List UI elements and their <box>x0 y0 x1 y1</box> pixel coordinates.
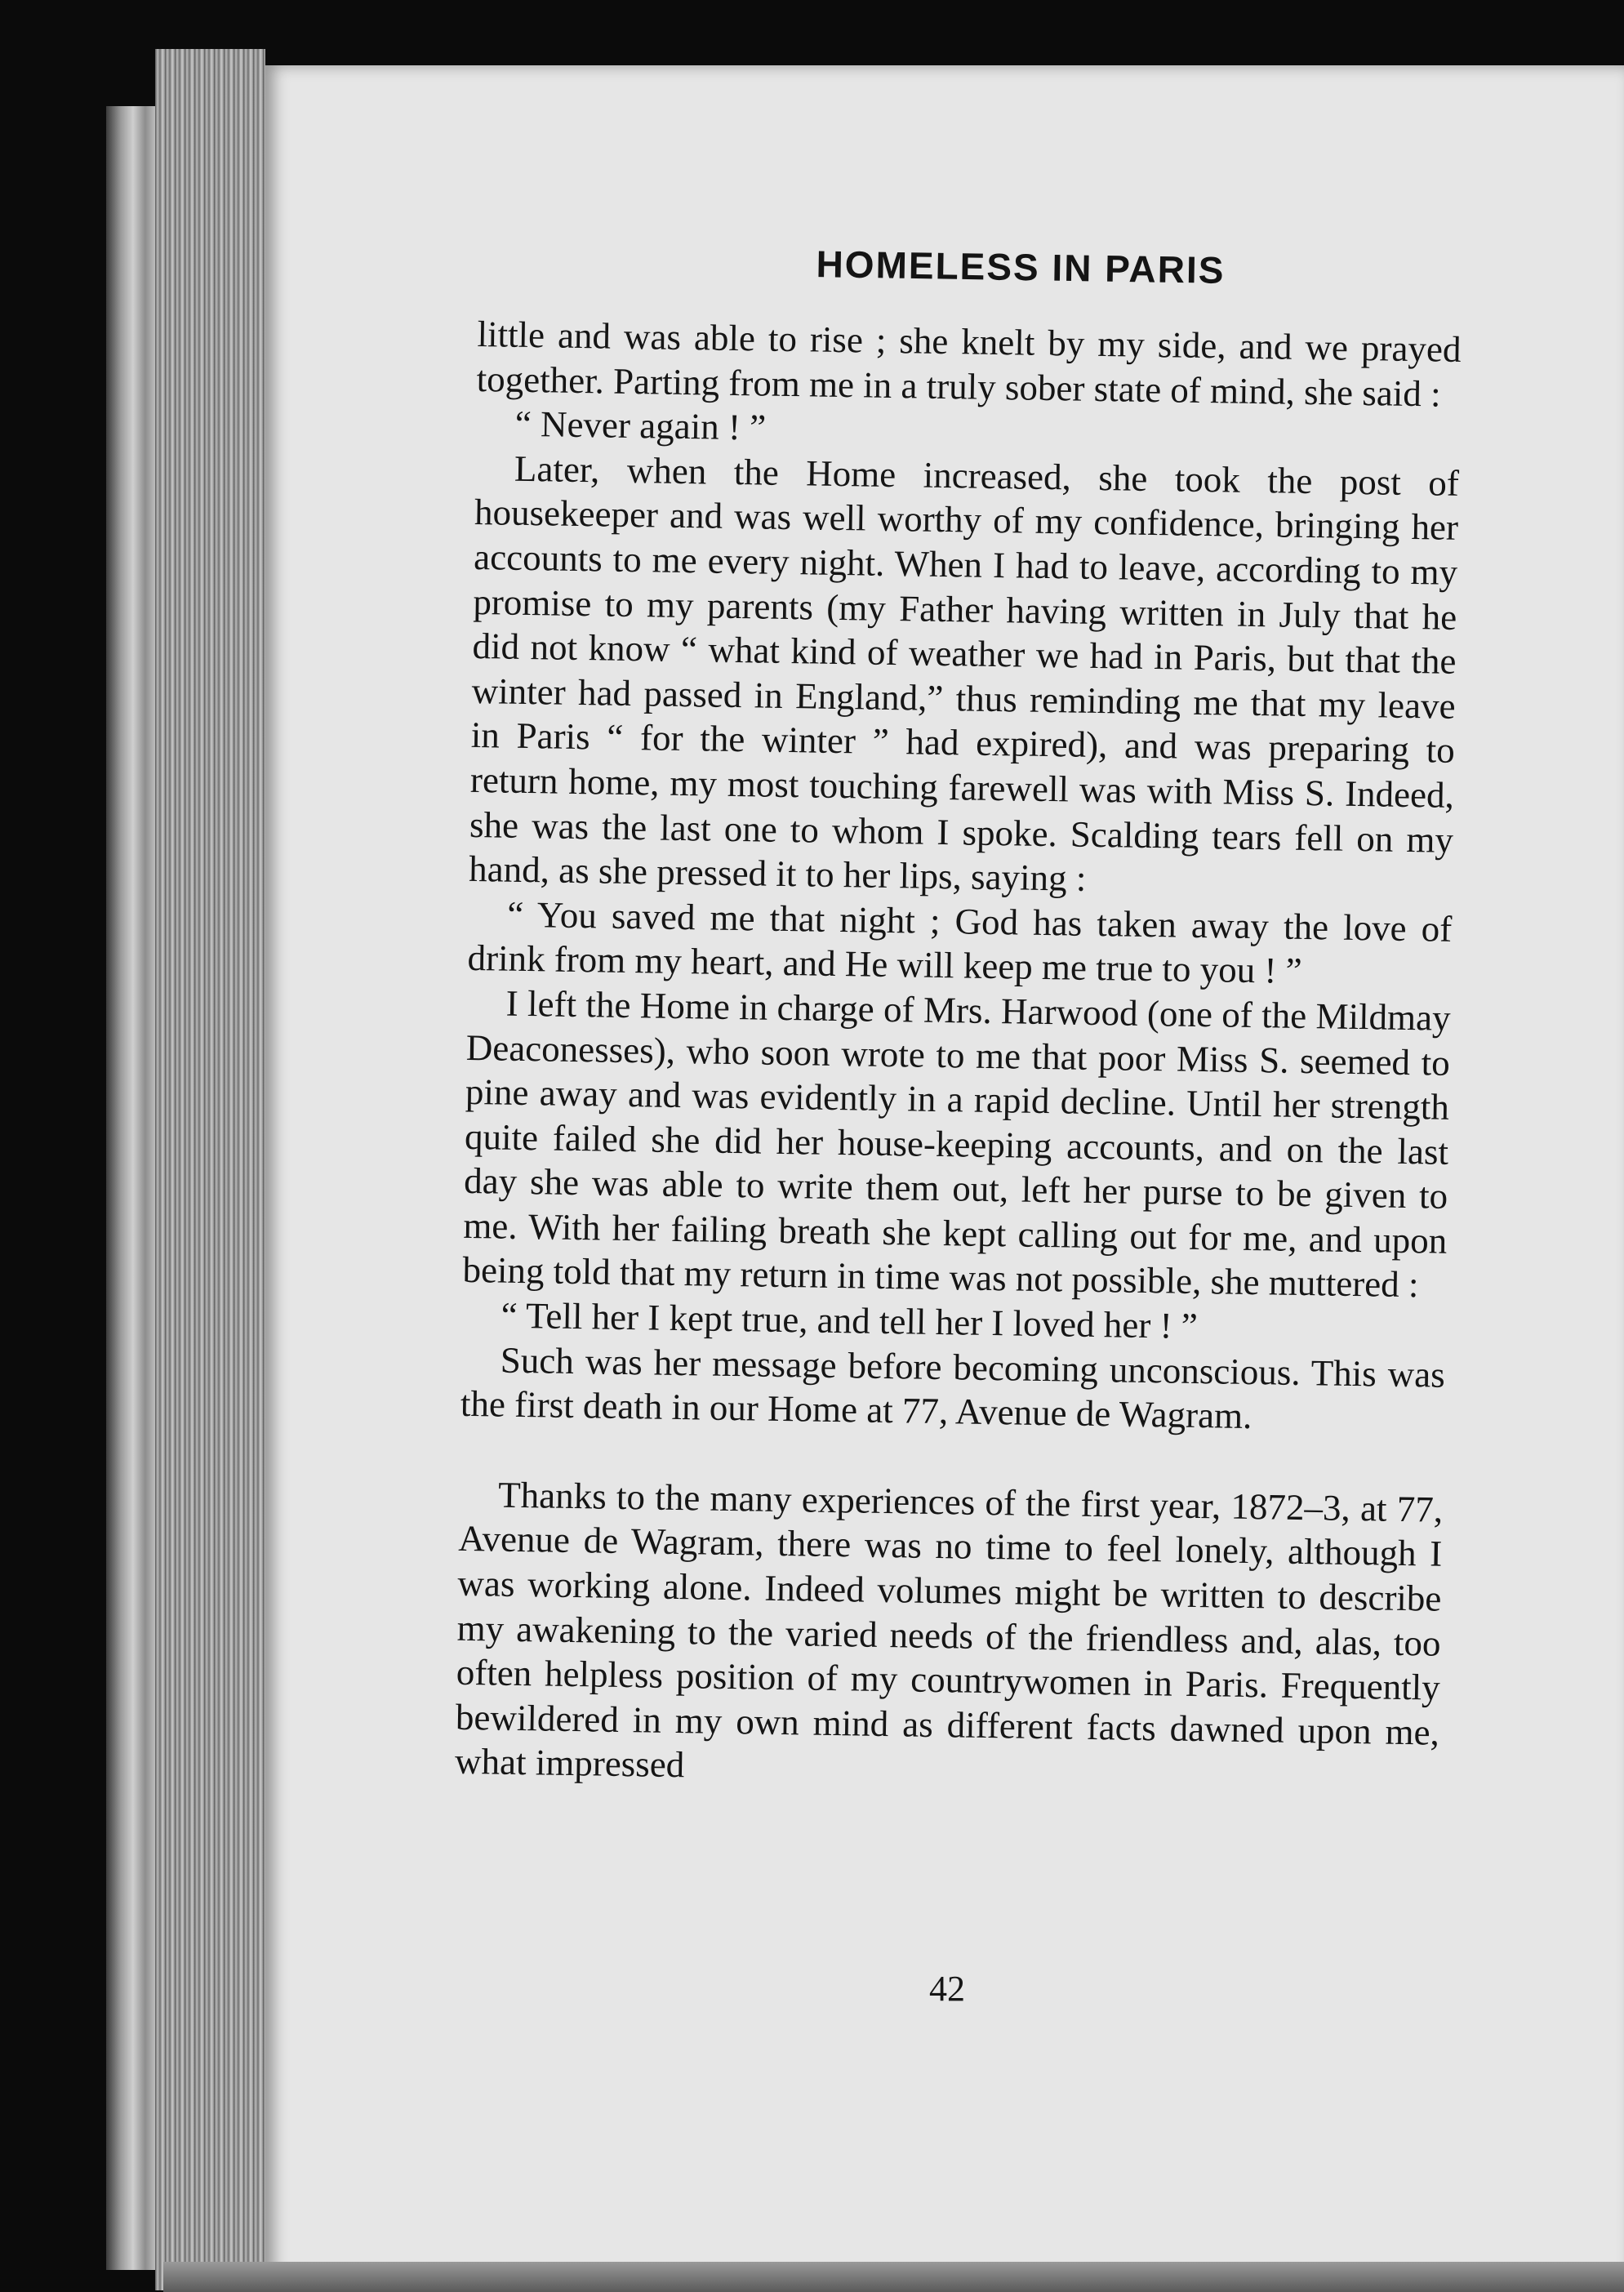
paragraph: “ You saved me that night ; God has taken away the love of drink from my heart, and He will keep me true to you ! ” <box>467 893 1453 992</box>
paragraph: “ Never again ! ” <box>514 403 767 448</box>
running-head: HOMELESS IN PARIS <box>816 243 1226 292</box>
paragraph: “ Tell her I kept true, and tell her I loved her ! ” <box>501 1294 1199 1347</box>
paragraph: I left the Home in charge of Mrs. Harwood (one of the Mildmay Deaconesses), who soon wrote to me that poor Miss S. seemed to pine away and was evidently in a rapid decline. Until her strength quite failed she did her house-keeping accounts, and on the last day she was able to write them out, left her purse to be given to me. With her failing breath she kept calling out for me, and upon being told that my return in time was not possible, she muttered : <box>462 982 1451 1306</box>
page-bottom-edge <box>163 2262 1624 2292</box>
book-spine <box>155 49 265 2290</box>
paragraph: Thanks to the many experiences of the first year, 1872–3, at 77, Avenue de Wagram, there was no time to feel lonely, although I was working alone. Indeed volumes might be written to describe my awakening to the varied needs of the friendless and, alas, too often helpless position of my countrywomen in Paris. Frequently bewildered in my own mind as different facts dawned upon me, what impressed <box>454 1474 1444 1786</box>
paragraph: Such was her message before becoming unconscious. This was the first death in our Home at 77, Avenue de Wagram. <box>460 1339 1446 1437</box>
page-number: 42 <box>929 1969 965 2009</box>
book-leaf-edge <box>106 106 155 2270</box>
paragraph: little and was able to rise ; she knelt by my side, and we prayed together. Parting from me in a truly sober state of mind, she said : <box>476 313 1462 415</box>
paragraph: Later, when the Home increased, she took the post of housekeeper and was well worthy of my confidence, bringing her accounts to me every night. When I had to leave, according to my promise to my parents (my Father having written in July that he did not know “ what kind of weather we had in Paris, but that the winter had passed in England,” thus reminding me that my leave in Paris “ for the winter ” had expired), and was preparing to return home, my most touching farewell was with Miss S. Indeed, she was the last one to whom I spoke. Scalding tears fell on my hand, as she pressed it to her lips, saying : <box>468 447 1460 899</box>
body-text <box>455 312 1462 1800</box>
